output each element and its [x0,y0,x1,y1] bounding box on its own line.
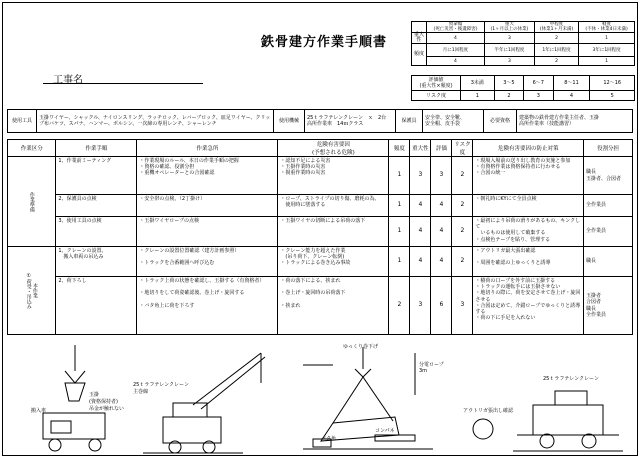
frequency-cell: 2 [389,277,410,335]
measure-cell: ・アウトリガ最大張出確認 ・周囲を確認の上ゆっくりと誘導 [473,247,584,277]
protect-value: 安全帯、安全靴、 安全帽、皮手袋 [423,110,484,133]
frequency-cell: 1 [389,157,410,195]
frequency-value: 4 [427,57,485,66]
header-frequency: 頻度 [389,140,410,157]
risk-level: 1 [461,91,495,101]
label-outrigger: アウトリガ張出し確認 [463,408,513,414]
severity-header: 致命傷 (死亡災害・後遺障害) [427,22,485,33]
project-label: 工事名 [53,75,83,86]
illustration-area [3,343,637,455]
header-key-point: 作業急所 [137,140,278,157]
role-cell: 職長 [584,247,633,277]
key-point-cell: ・作業現場のルール、本日の作業手順の把握 ・資格の確認、役割分担 ・重機オペレーターとの合図確認 [137,157,278,195]
label-block: バタ角 [321,436,337,442]
frequency-text: 1年に1回程度 [534,44,578,57]
severity-cell: 4 [410,195,431,217]
frequency-value: 1 [579,57,635,66]
key-point-cell: ・玉掛ワイヤロープの点検 [137,217,278,247]
severity-cell: 3 [410,157,431,195]
risk-level: 4 [553,91,590,101]
role-cell: 全作業員 [584,217,633,247]
label-height: 分電ロープ 3m [419,362,444,374]
evaluation-range: 12～16 [590,76,635,91]
risk-cell: 2 [452,217,473,247]
severity-row-label: 重大性 [412,33,427,44]
qualification-value: 建築物の鉄骨建方作業主任者、玉掛 高所作業車（技能講習） [517,110,633,133]
evaluation-row-label: 評価値 (重大性×頻度) [412,76,461,91]
severity-header: 中程度 (休業1ヶ月未満) [534,22,578,33]
label-hook: ゆっくり巻下げ [343,344,378,350]
frequency-cell: 1 [389,217,410,247]
step-cell: 1、作業前ミーティング [56,157,137,195]
machine-value: 25ｔラフテレンクレーン ｘ 2台 高所作業車 14ｍクラス [305,110,396,133]
severity-value: 3 [484,33,534,44]
risk-level: 2 [494,91,523,101]
evaluation-cell: 3 [431,157,452,195]
header-measures: 危険有害要因の防止対策 [473,140,584,157]
project-name-line [43,83,203,84]
measure-cell: ・現場入場前の送り出し教育の実施と参加 ・有資格作業は資格保持者に行わせる ・合図の統一 [473,157,584,195]
evaluation-cell: 6 [431,277,452,335]
header-evaluation: 評価 [431,140,452,157]
step-cell: 2、荷下ろし [56,277,137,335]
risk-cell: 3 [452,277,473,335]
procedure-table [7,139,633,335]
header-hazard: 危険有害要因 (予想される危険) [278,140,389,157]
frequency-cell: 1 [389,195,410,217]
step-cell: 2、保護具の点検 [56,195,137,217]
hazard-cell: ・認知不足による災害 ・玉掛作業時の災害 ・揚重作業時の災害 [278,157,389,195]
work-procedure-sheet [2,2,638,456]
hazard-cell: ・荷の落下による、挟まれ ・巻上げ・旋回時の吊荷落下 ・挟まれ [278,277,389,335]
measure-cell: ・朝礼時にKYにて全員点検 [473,195,584,217]
header-risk: リスク度 [452,140,473,157]
hazard-cell: ・クレーン能力を超えた作業 (吊り荷下、クレーン転倒) ・トラックによる巻き込み事故 [278,247,389,277]
risk-level: 3 [524,91,553,101]
frequency-value: 3 [484,57,534,66]
severity-table [411,21,635,66]
evaluation-range: 6～7 [524,76,553,91]
frequency-text: 月に1回程度 [427,44,485,57]
page-title: 鉄骨建方作業手順書 [261,35,388,50]
severity-header: 重大 (1ヶ月以上の休業) [484,22,534,33]
severity-corner [412,22,427,33]
step-cell: 1、クレーンの設置、 搬入車両の吊込み [56,247,137,277]
frequency-text: 半年に1回程度 [484,44,534,57]
measure-cell: ・最初により吊荷の滑りがあるもの、キンクして いるものは使用して破棄する ・点検色テープを貼り、管理する [473,217,584,247]
severity-value: 2 [534,33,578,44]
evaluation-cell: 4 [431,247,452,277]
measure-cell: ・積荷の口ープを外す前に玉掛する ・トラックの運転手には玉掛させない ・地切りの際に、荷を安定させて巻上げ・旋回させる ・合図は定めて、介錯ロープでゆっくりと誘導する ・荷の下に手足を入れない [473,277,584,335]
header-role: 役割分担 [584,140,633,157]
label-compass: コンパネ [375,428,395,434]
role-cell: 職長 玉掛者、合図者 [584,157,633,195]
machine-label: 使用機械 [274,110,305,133]
severity-cell: 3 [410,277,431,335]
hazard-cell: ・玉掛ワイヤの切断による吊荷の落下 [278,217,389,247]
severity-header: 軽度 (不休・休業4日未満) [579,22,635,33]
evaluation-cell: 4 [431,195,452,217]
severity-value: 4 [427,33,485,44]
frequency-value: 2 [534,57,578,66]
header-severity: 重大性 [410,140,431,157]
evaluation-table [411,75,635,101]
header-step: 作業手順 [56,140,137,157]
qualification-label: 必要資格 [484,110,517,133]
evaluation-cell: 4 [431,217,452,247]
key-point-cell: ・クレーンの設置位置確認（建方計画参照） ・トラックを合番範囲へ呼び込む [137,247,278,277]
evaluation-range: 3未満 [461,76,495,91]
hazard-cell: ・ロープ、ストライプの切り傷、磨耗の為、 使用時に墜落する [278,195,389,217]
category-main-work: 本作業 ①荷受・吊込み [8,247,56,335]
severity-value: 1 [579,33,635,44]
risk-row-label: リスク度 [412,91,461,101]
step-cell: 3、使用工具の点検 [56,217,137,247]
evaluation-range: 8～11 [553,76,590,91]
category-preparation: 作業準備 [8,157,56,247]
role-cell: 全作業員 [584,195,633,217]
frequency-row-label: 頻度 [412,44,427,66]
label-crane2: 25ｔラフテレンクレーン [543,376,599,382]
tools-value: 玉掛ワイヤー、シャックル、ナイロンスリング、ラッチロック、レバーブロック、皿足ワイヤー、クリップ布バケツ、スパナ、ハンマー、ボルシン、一次締の専用レンチ、シャーレンチ [37,110,274,133]
risk-level: 5 [590,91,635,101]
header-category: 作業区分 [8,140,56,157]
label-truck: 搬入車 [31,408,47,414]
severity-cell: 4 [410,217,431,247]
evaluation-range: 3～5 [494,76,523,91]
info-table [7,109,633,133]
tools-label: 使用工具 [8,110,37,133]
key-point-cell: ・トラック上荷の状態を確認し、玉掛する（有資格者） ・地切りをして荷姿確認後、巻上げ・旋回する ・バタ角上に荷を下ろす [137,277,278,335]
frequency-text: 3年に1回程度 [579,44,635,57]
risk-cell: 2 [452,247,473,277]
label-crane1: 25ｔラフテレンクレーン 主巻線 [133,382,189,395]
protect-label: 保護具 [396,110,423,133]
role-cell: 玉掛者 合図者 職長 全作業員 [584,277,633,335]
severity-cell: 4 [410,247,431,277]
frequency-cell: 1 [389,247,410,277]
key-point-cell: ・安全帯の点検。（2丁掛け） [137,195,278,217]
risk-cell: 2 [452,195,473,217]
label-wire: 玉掛 (資格保持者) 吊金が触れない [89,392,125,412]
risk-cell: 2 [452,157,473,195]
